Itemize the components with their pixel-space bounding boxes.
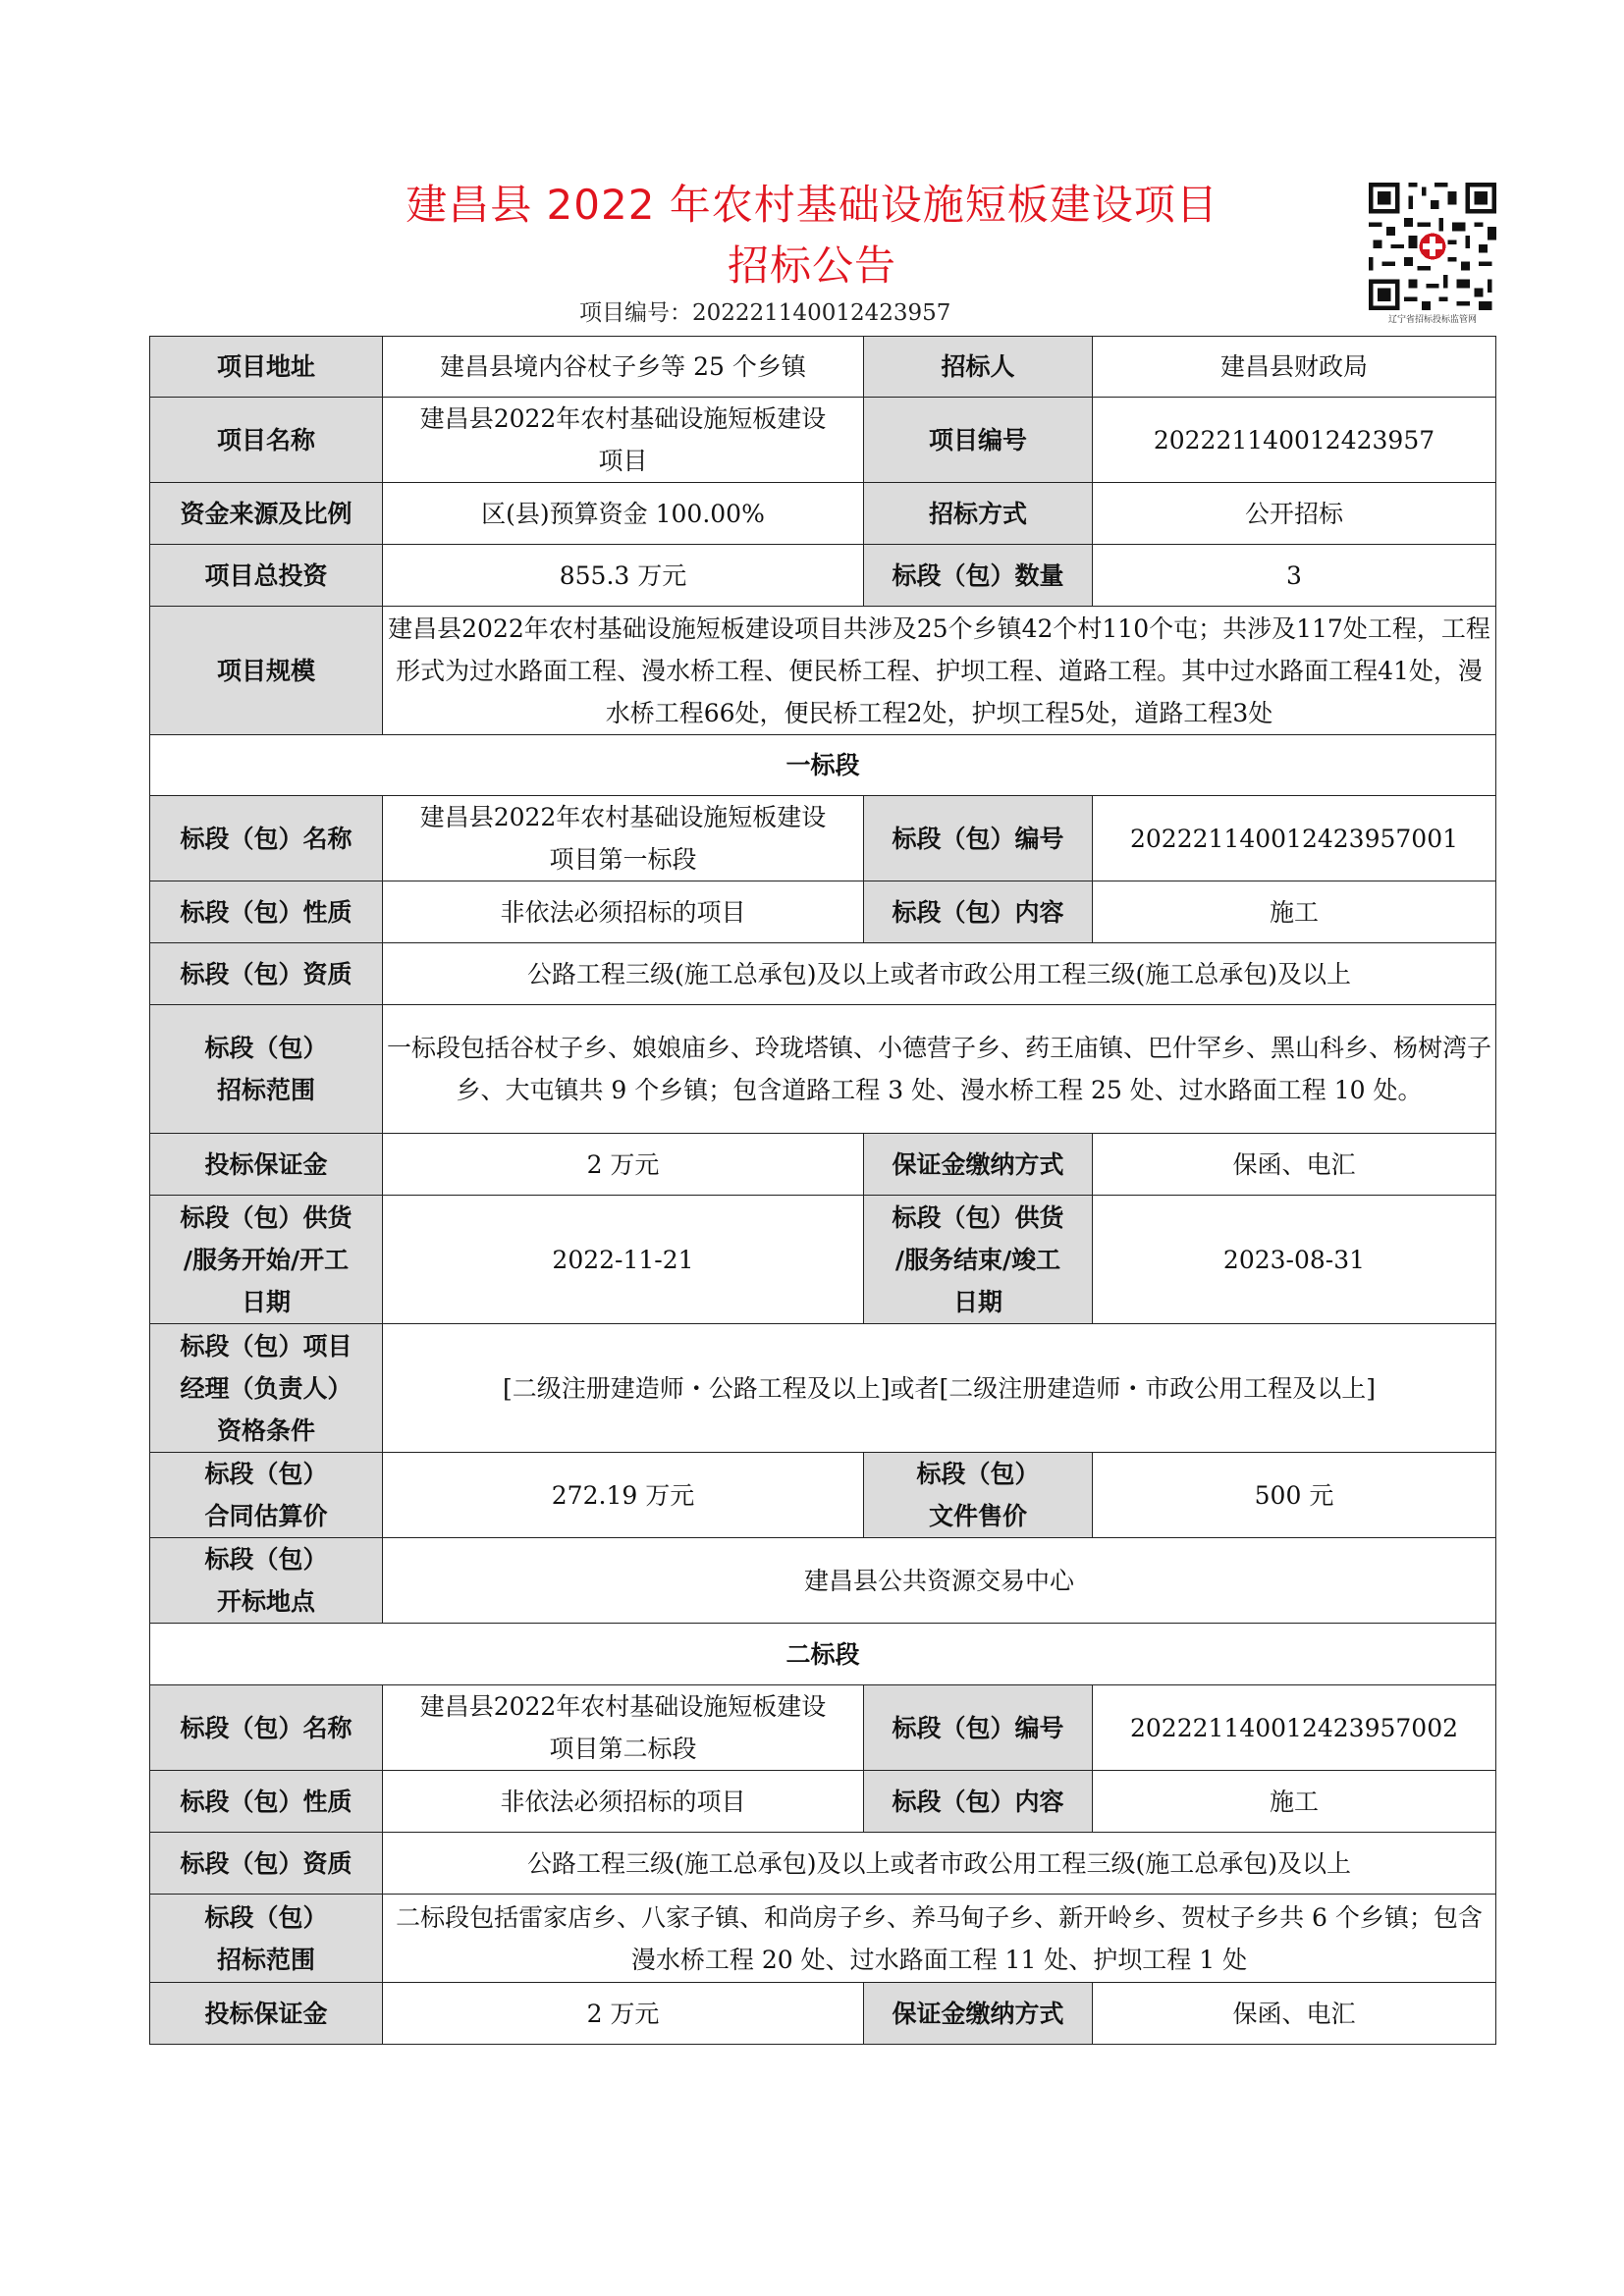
lot1-end-date: 2023-08-31	[1093, 1196, 1496, 1324]
lot2-heading: 二标段	[150, 1624, 1496, 1685]
table-row	[150, 796, 1496, 881]
table-row	[150, 1983, 1496, 2045]
table-row	[150, 1833, 1496, 1895]
table-row	[150, 1324, 1496, 1453]
project-number-line: 项目编号：202221140012423957	[579, 300, 951, 326]
lot2-name: 建昌县2022年农村基础设施短板建设 项目第二标段	[383, 1685, 864, 1771]
lot1-scope: 一标段包括谷杖子乡、娘娘庙乡、玲珑塔镇、小德营子乡、药王庙镇、巴什罕乡、黑山科乡、杨树湾子乡、大屯镇共 9 个乡镇；包含道路工程 3 处、漫水桥工程 25 处、过水路面工程 10 处。	[383, 1005, 1496, 1134]
lot1-number: 202221140012423957001	[1093, 796, 1496, 881]
label-lot-scope: 标段（包） 招标范围	[150, 1005, 383, 1134]
lot1-contract-estimate: 272.19 万元	[383, 1453, 864, 1538]
label-project-scale: 项目规模	[150, 607, 383, 735]
label-lot-content: 标段（包）内容	[864, 881, 1093, 943]
table-row	[150, 943, 1496, 1005]
lot1-opening-place: 建昌县公共资源交易中心	[383, 1538, 1496, 1624]
table-row	[150, 1771, 1496, 1833]
label-lot-scope: 标段（包） 招标范围	[150, 1895, 383, 1983]
section-row	[150, 735, 1496, 796]
lot2-scope: 二标段包括雷家店乡、八家子镇、和尚房子乡、养马甸子乡、新开岭乡、贺杖子乡共 6 个乡镇；包含漫水桥工程 20 处、过水路面工程 11 处、护坝工程 1 处	[383, 1895, 1496, 1983]
lot1-manager-qual: [二级注册建造师・公路工程及以上]或者[二级注册建造师・市政公用工程及以上]	[383, 1324, 1496, 1453]
table-row	[150, 607, 1496, 735]
qr-caption: 辽宁省招标投标监管网	[1387, 315, 1477, 325]
value-tenderer: 建昌县财政局	[1093, 337, 1496, 398]
lot1-start-date: 2022-11-21	[383, 1196, 864, 1324]
value-lot-count: 3	[1093, 545, 1496, 607]
label-bid-bond: 投标保证金	[150, 1983, 383, 2045]
label-lot-qualification: 标段（包）资质	[150, 1833, 383, 1895]
label-end-date: 标段（包）供货 /服务结束/竣工 日期	[864, 1196, 1093, 1324]
label-lot-count: 标段（包）数量	[864, 545, 1093, 607]
label-tender-method: 招标方式	[864, 483, 1093, 545]
label-tenderer: 招标人	[864, 337, 1093, 398]
qr-code-icon	[1369, 183, 1496, 310]
table-row	[150, 1196, 1496, 1324]
label-lot-number: 标段（包）编号	[864, 796, 1093, 881]
lot2-bond-payment: 保函、电汇	[1093, 1983, 1496, 2045]
tender-info-table	[149, 336, 1496, 2045]
value-project-address: 建昌县境内谷杖子乡等 25 个乡镇	[383, 337, 864, 398]
table-row	[150, 1685, 1496, 1771]
lot2-content: 施工	[1093, 1771, 1496, 1833]
notice-title: 建昌县 2022 年农村基础设施短板建设项目	[406, 181, 1218, 229]
table-row	[150, 1134, 1496, 1196]
label-lot-name: 标段（包）名称	[150, 1685, 383, 1771]
lot1-bond-payment: 保函、电汇	[1093, 1134, 1496, 1196]
label-opening-place: 标段（包） 开标地点	[150, 1538, 383, 1624]
lot1-qualification: 公路工程三级(施工总承包)及以上或者市政公用工程三级(施工总承包)及以上	[383, 943, 1496, 1005]
label-project-name: 项目名称	[150, 398, 383, 483]
label-lot-nature: 标段（包）性质	[150, 881, 383, 943]
value-project-number: 202221140012423957	[1093, 398, 1496, 483]
table-row	[150, 1895, 1496, 1983]
lot2-qualification: 公路工程三级(施工总承包)及以上或者市政公用工程三级(施工总承包)及以上	[383, 1833, 1496, 1895]
lot1-nature: 非依法必须招标的项目	[383, 881, 864, 943]
label-bond-payment: 保证金缴纳方式	[864, 1983, 1093, 2045]
lot1-doc-price: 500 元	[1093, 1453, 1496, 1538]
lot2-bid-bond: 2 万元	[383, 1983, 864, 2045]
lot2-number: 202221140012423957002	[1093, 1685, 1496, 1771]
lot1-bid-bond: 2 万元	[383, 1134, 864, 1196]
label-project-address: 项目地址	[150, 337, 383, 398]
table-row	[150, 1453, 1496, 1538]
value-project-name: 建昌县2022年农村基础设施短板建设 项目	[383, 398, 864, 483]
label-doc-price: 标段（包） 文件售价	[864, 1453, 1093, 1538]
label-total-investment: 项目总投资	[150, 545, 383, 607]
label-lot-name: 标段（包）名称	[150, 796, 383, 881]
section-row	[150, 1624, 1496, 1685]
label-manager-qual: 标段（包）项目 经理（负责人） 资格条件	[150, 1324, 383, 1453]
table-row	[150, 1538, 1496, 1624]
label-lot-content: 标段（包）内容	[864, 1771, 1093, 1833]
value-fund-source: 区(县)预算资金 100.00%	[383, 483, 864, 545]
label-contract-estimate: 标段（包） 合同估算价	[150, 1453, 383, 1538]
label-lot-qualification: 标段（包）资质	[150, 943, 383, 1005]
value-total-investment: 855.3 万元	[383, 545, 864, 607]
value-tender-method: 公开招标	[1093, 483, 1496, 545]
label-fund-source: 资金来源及比例	[150, 483, 383, 545]
label-bid-bond: 投标保证金	[150, 1134, 383, 1196]
notice-subtitle: 招标公告	[727, 241, 896, 290]
label-project-number: 项目编号	[864, 398, 1093, 483]
lot1-name: 建昌县2022年农村基础设施短板建设 项目第一标段	[383, 796, 864, 881]
table-row	[150, 483, 1496, 545]
table-row	[150, 1005, 1496, 1134]
table-row	[150, 545, 1496, 607]
value-project-scale: 建昌县2022年农村基础设施短板建设项目共涉及25个乡镇42个村110个屯；共涉及117处工程，工程形式为过水路面工程、漫水桥工程、便民桥工程、护坝工程、道路工程。其中过水路面工程41处，漫水桥工程66处，便民桥工程2处，护坝工程5处，道路工程3处	[383, 607, 1496, 735]
label-lot-nature: 标段（包）性质	[150, 1771, 383, 1833]
label-lot-number: 标段（包）编号	[864, 1685, 1093, 1771]
label-start-date: 标段（包）供货 /服务开始/开工 日期	[150, 1196, 383, 1324]
lot1-heading: 一标段	[150, 735, 1496, 796]
lot2-nature: 非依法必须招标的项目	[383, 1771, 864, 1833]
lot1-content: 施工	[1093, 881, 1496, 943]
table-row	[150, 337, 1496, 398]
table-row	[150, 881, 1496, 943]
table-row	[150, 398, 1496, 483]
label-bond-payment: 保证金缴纳方式	[864, 1134, 1093, 1196]
